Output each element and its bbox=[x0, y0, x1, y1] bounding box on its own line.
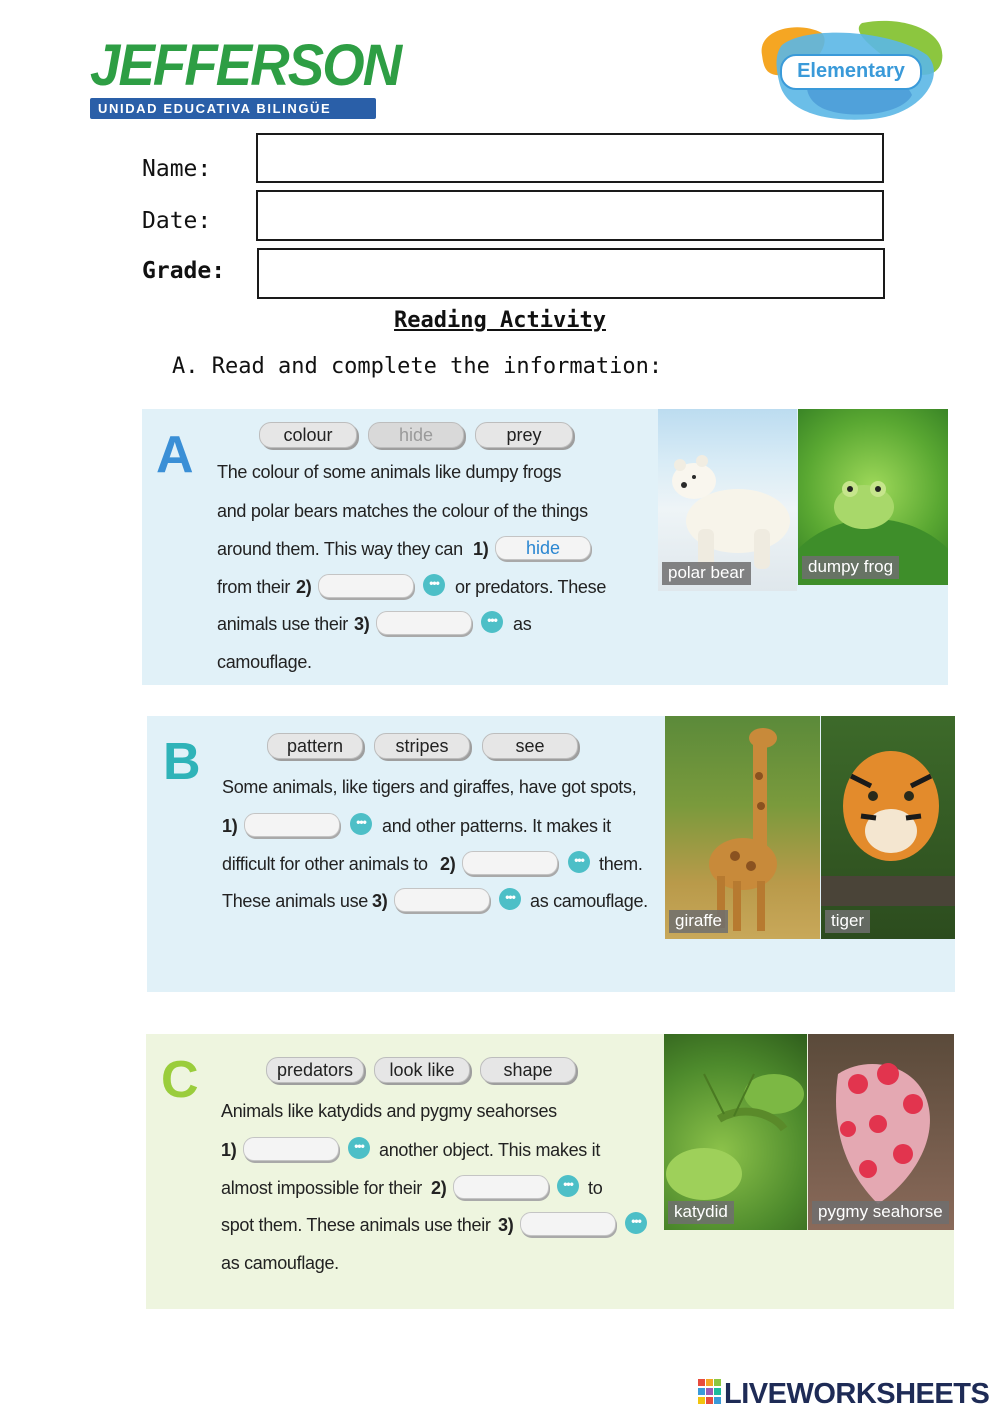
section-c-line-4: to bbox=[588, 1178, 603, 1198]
number-label: 3) bbox=[372, 891, 388, 911]
section-c-blank-1[interactable] bbox=[243, 1137, 339, 1161]
liveworksheets-brand: LIVEWORKSHEETS bbox=[724, 1378, 990, 1410]
word-chip-pattern[interactable]: pattern bbox=[267, 733, 363, 759]
number-label: 3) bbox=[354, 614, 370, 634]
section-a-number-2 bbox=[296, 577, 311, 598]
section-a-line-7: as bbox=[513, 614, 532, 634]
page-title: Reading Activity bbox=[394, 308, 606, 333]
date-field[interactable] bbox=[256, 190, 884, 241]
section-b-blank-2[interactable] bbox=[462, 851, 558, 875]
more-options-icon[interactable]: ••• bbox=[348, 1137, 370, 1159]
liveworksheets-logo bbox=[698, 1377, 722, 1411]
giraffe-illustration bbox=[665, 716, 820, 939]
section-a-blank-3[interactable] bbox=[376, 611, 472, 635]
tiger-photo bbox=[821, 716, 955, 939]
section-c-number-1 bbox=[221, 1140, 236, 1161]
section-c-line-5: spot them. These animals use their bbox=[221, 1215, 491, 1235]
section-a-line-8: camouflage. bbox=[217, 652, 312, 672]
section-c-blank-2[interactable] bbox=[453, 1175, 549, 1199]
section-c-line-3: almost impossible for their bbox=[221, 1178, 422, 1198]
instruction-text: A. Read and complete the information: bbox=[172, 354, 663, 379]
section-c-letter: C bbox=[161, 1051, 199, 1109]
section-b-blank-3[interactable] bbox=[394, 888, 490, 912]
dumpy-frog-photo bbox=[798, 409, 948, 585]
word-chip-look-like[interactable]: look like bbox=[374, 1057, 470, 1083]
word-chip-hide[interactable]: hide bbox=[368, 422, 464, 448]
word-chip-predators[interactable]: predators bbox=[266, 1057, 364, 1083]
section-a-letter: A bbox=[156, 426, 194, 484]
katydid-photo bbox=[664, 1034, 807, 1230]
more-options-icon[interactable]: ••• bbox=[557, 1175, 579, 1197]
more-options-icon[interactable]: ••• bbox=[625, 1212, 647, 1234]
word-chip-stripes[interactable]: stripes bbox=[374, 733, 470, 759]
more-options-icon[interactable]: ••• bbox=[499, 888, 521, 910]
section-a-number-3 bbox=[354, 614, 369, 635]
pygmy-seahorse-photo bbox=[808, 1034, 954, 1230]
word-chip-see[interactable]: see bbox=[482, 733, 578, 759]
more-options-icon[interactable]: ••• bbox=[423, 574, 445, 596]
section-c-blank-3[interactable] bbox=[520, 1212, 616, 1236]
photo-label: dumpy frog bbox=[802, 556, 899, 579]
grade-field[interactable] bbox=[257, 248, 885, 299]
photo-label: giraffe bbox=[669, 910, 728, 933]
more-options-icon[interactable]: ••• bbox=[481, 611, 503, 633]
photo-label: tiger bbox=[825, 910, 870, 933]
section-c-line-1: Animals like katydids and pygmy seahorses bbox=[221, 1101, 557, 1121]
section-a-number-1 bbox=[473, 539, 488, 560]
liveworksheets-blocks-icon bbox=[698, 1377, 722, 1407]
number-label: 2) bbox=[440, 854, 456, 874]
name-label: Name: bbox=[142, 156, 212, 182]
section-a-line-3: around them. This way they can bbox=[217, 539, 463, 559]
logo-wordmark: JEFFERSON bbox=[90, 33, 401, 98]
section-b-number-2 bbox=[440, 854, 455, 875]
name-field[interactable] bbox=[256, 133, 884, 183]
section-a-line-1: The colour of some animals like dumpy frogs bbox=[217, 462, 562, 482]
more-options-icon[interactable]: ••• bbox=[568, 851, 590, 873]
word-chip-shape[interactable]: shape bbox=[480, 1057, 576, 1083]
section-b-number-1 bbox=[222, 816, 237, 837]
section-c-number-3 bbox=[498, 1215, 513, 1236]
number-label: 2) bbox=[431, 1178, 447, 1198]
number-label: 1) bbox=[221, 1140, 237, 1160]
section-b-number-3 bbox=[372, 891, 387, 912]
jefferson-logo bbox=[90, 30, 401, 122]
photo-label: pygmy seahorse bbox=[812, 1201, 949, 1224]
section-b-line-1: Some animals, like tigers and giraffes, have got spots, bbox=[222, 777, 637, 797]
section-b-blank-1[interactable] bbox=[244, 813, 340, 837]
section-a-line-6: animals use their bbox=[217, 614, 348, 634]
section-c-number-2 bbox=[431, 1178, 446, 1199]
photo-label: katydid bbox=[668, 1201, 734, 1224]
section-a-line-4: from their bbox=[217, 577, 291, 597]
more-options-icon[interactable]: ••• bbox=[350, 813, 372, 835]
grade-label: Grade: bbox=[142, 258, 226, 284]
giraffe-photo bbox=[665, 716, 820, 939]
logo-subtitle: UNIDAD EDUCATIVA BILINGÜE bbox=[98, 101, 332, 116]
section-b-letter: B bbox=[163, 733, 201, 791]
number-label: 1) bbox=[473, 539, 489, 559]
polar-bear-photo bbox=[658, 409, 797, 591]
number-label: 2) bbox=[296, 577, 312, 597]
word-chip-colour[interactable]: colour bbox=[259, 422, 357, 448]
section-c-line-2: another object. This makes it bbox=[379, 1140, 601, 1160]
section-c-line-6: as camouflage. bbox=[221, 1253, 339, 1273]
number-label: 1) bbox=[222, 816, 238, 836]
section-b-line-5: These animals use bbox=[222, 891, 368, 911]
elementary-badge: Elementary bbox=[780, 54, 922, 90]
date-label: Date: bbox=[142, 208, 212, 234]
section-a-line-2: and polar bears matches the colour of the things bbox=[217, 501, 588, 521]
section-a-blank-2[interactable] bbox=[318, 574, 414, 598]
section-a-blank-1[interactable]: hide bbox=[495, 536, 591, 560]
section-b-line-4: them. bbox=[599, 854, 643, 874]
photo-label: polar bear bbox=[662, 562, 751, 585]
section-b-line-2: and other patterns. It makes it bbox=[382, 816, 611, 836]
word-chip-prey[interactable]: prey bbox=[475, 422, 573, 448]
tiger-illustration bbox=[821, 716, 955, 939]
section-a-line-5: or predators. These bbox=[455, 577, 607, 597]
section-b-line-6: as camouflage. bbox=[530, 891, 648, 911]
section-b-line-3: difficult for other animals to bbox=[222, 854, 428, 874]
number-label: 3) bbox=[498, 1215, 514, 1235]
